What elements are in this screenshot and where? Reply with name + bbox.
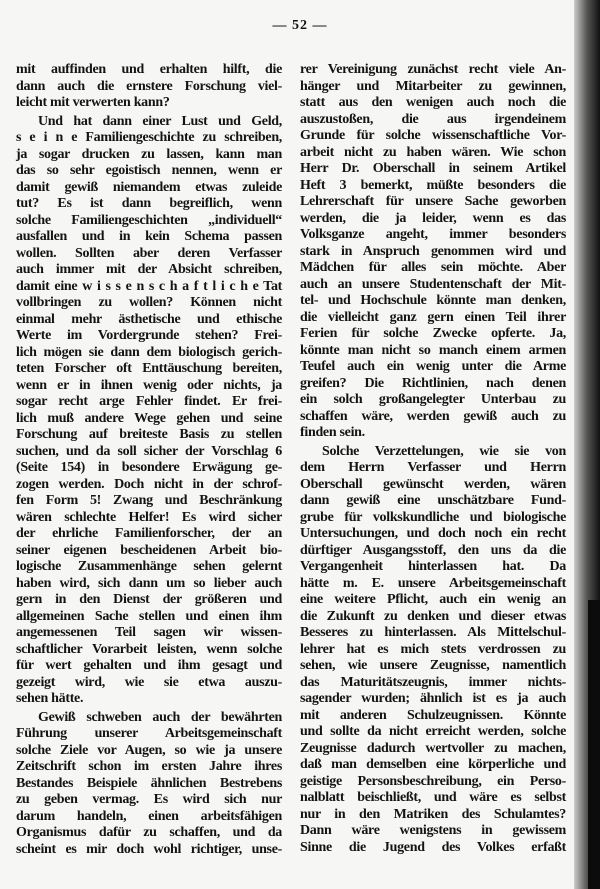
text-line: auch an unsere Studentenschaft der Mit-	[300, 276, 566, 292]
text-line: grube für volkskundliche und biologische	[300, 509, 566, 525]
text-line: dürftiger Ausgangsstoff, den uns da die	[300, 542, 566, 558]
text-line: lich mögen sie dann dem biologisch gerich-	[16, 344, 282, 360]
text-line: hätte m. E. unsere Arbeitsgemeinschaft	[300, 575, 566, 591]
text-line: Ferien für solche Zwecke opferte. Ja,	[300, 326, 566, 341]
text-line: sogar recht arge Fehler findet. Er frei-	[16, 394, 282, 409]
text-line: statt aus den wenigen auch noch die	[300, 95, 566, 110]
text-line: hänger und Mitarbeiter zu gewinnen,	[300, 78, 566, 94]
text-line: solche Familiengeschichten „individuell“	[16, 212, 282, 228]
text-line: werden, die ja leider, wenn es das	[300, 210, 566, 226]
text-line: die vielleicht ganz gern einen Teil ihrer	[300, 309, 566, 325]
text-line: schaffen wäre, werden gewiß auch zu	[300, 408, 566, 424]
text-line: Vergangenheit hinterlassen hat. Da	[300, 559, 566, 574]
text-line: Bestandes Beispiele ähnlichen Bestrebens	[16, 775, 282, 791]
text-line: angemessenen Teil sagen wir wissen-	[16, 625, 282, 640]
text-line: auch immer mit der Absicht schreiben,	[16, 262, 282, 277]
text-line: stark in Anspruch genommen wird und	[300, 243, 566, 259]
text-line: Werte im Vordergrunde stehen? Frei-	[16, 328, 282, 343]
text-line: mit auffinden und erhalten hilft, die	[16, 62, 282, 77]
text-line: solche Ziele vor Augen, so wie ja unsere	[16, 742, 282, 758]
text-line: Lehrerschaft für unsere Sache geworben	[300, 194, 566, 209]
text-line: Gewiß schweben auch der bewährten	[38, 709, 282, 725]
text-line: Volksganze angeht, immer besonders	[300, 227, 566, 242]
text-line: sagender wurden; ähnlich ist es ja auch	[300, 691, 566, 706]
text-line: Grunde für solche wissenschaftliche Vor-	[300, 128, 566, 143]
text-column-right	[300, 62, 566, 858]
text-line: Zeugnisse dadurch wertvoller zu machen,	[300, 740, 566, 756]
text-line: der ehrliche Familienforscher, der an	[16, 526, 282, 541]
text-line: Sinne die Jugend des Volkes erfaßt	[300, 839, 566, 855]
text-line: seiner eigenen bescheidenen Arbeit bio-	[16, 542, 282, 558]
text-line: tut? Es ist dann begreiflich, wenn	[16, 196, 282, 211]
text-line: einmal mehr ästhetische und ethische	[16, 311, 282, 327]
text-line: dem Herrn Verfasser und Herrn	[300, 460, 566, 475]
text-line: Oberschall gewünscht werden, wären	[300, 476, 566, 492]
text-line: Teufel auch ein wenig unter die Arme	[300, 359, 566, 374]
text-line: nur in den Matriken des Schulamtes?	[300, 806, 566, 822]
paragraph	[300, 62, 566, 442]
text-line: (Seite 154) in besondere Erwägung ge-	[16, 460, 282, 475]
text-line: Und hat dann einer Lust und Geld,	[38, 113, 282, 129]
text-line: zogen werden. Doch nicht in der schrof-	[16, 476, 282, 492]
text-line: damit eine w i s s e n s c h a f t l i c h e Tat	[16, 278, 282, 294]
text-line: wenn er in ihnen wenig oder nichts, ja	[16, 377, 282, 393]
text-line: arbeit nicht zu haben wären. Wie schon	[300, 144, 566, 160]
text-line: wären schlechte Helfer! Es wird sicher	[16, 509, 282, 525]
text-line: dann auch die ernstere Forschung viel-	[16, 78, 282, 94]
text-line: Besseres zu hinterlassen. Als Mittelschul-	[300, 625, 566, 640]
text-line: leicht mit verwerten kann?	[16, 95, 170, 110]
text-line: das Maturitätszeugnis, immer nichts-	[300, 674, 566, 690]
text-line: allgemeinen Sache stellen und einen ihm	[16, 608, 282, 624]
text-line: wollen. Sollten aber deren Verfasser	[16, 245, 282, 261]
text-line: Zeitschrift schon im ersten Jahre ihres	[16, 759, 282, 774]
paragraph	[16, 114, 282, 708]
text-line: s e i n e Familiengeschichte zu schreiben,	[16, 130, 282, 145]
text-line: die Zukunft zu denken und dieser etwas	[300, 608, 566, 624]
text-column-left	[16, 62, 282, 860]
page-number: — 52 —	[272, 18, 328, 33]
text-line: lehrer hat es mich stets verdrossen zu	[300, 641, 566, 657]
text-line: gern in den Dienst der größeren und	[16, 592, 282, 607]
text-line: Untersuchungen, und doch noch ein recht	[300, 526, 566, 541]
text-line: und sollte da nicht erreicht werden, solche	[300, 724, 566, 739]
text-line: schaftlicher Vorarbeit leisten, wenn solche	[16, 641, 282, 657]
text-line: haben wird, sich dann um so lieber auch	[16, 575, 282, 591]
text-line: für wert gehalten und ihm gesagt und	[16, 658, 282, 673]
text-line: mit anderen Schulzeugnissen. Könnte	[300, 707, 566, 723]
text-line: damit gewiß niemandem etwas zuleide	[16, 179, 282, 195]
text-line: Organismus dafür zu schaffen, und da	[16, 825, 282, 840]
text-line: vollbringen zu wollen? Können nicht	[16, 295, 282, 310]
text-line: Herr Dr. Oberschall in seinem Artikel	[300, 161, 566, 176]
text-line: Mädchen für alles sein möchte. Aber	[300, 260, 566, 275]
text-line: rer Vereinigung zunächst recht viele An-	[300, 62, 566, 77]
text-line: Forschung auf breiteste Basis zu stellen	[16, 427, 282, 442]
text-line: Heft 3 bemerkt, müßte besonders die	[300, 177, 566, 193]
text-line: scheint es mir doch wohl richtiger, unse-	[16, 841, 282, 857]
paragraph	[16, 710, 282, 859]
text-line: ausfallen und in kein Schema passen	[16, 229, 282, 244]
text-line: gezeigt wird, wie sie etwa auszu-	[16, 674, 282, 690]
text-line: das so sehr egoistisch nennen, wenn er	[16, 163, 282, 178]
text-line: geistige Personsbeschreibung, ein Perso-	[300, 773, 566, 789]
text-line: zu geben vermag. Es wird sich nur	[16, 792, 282, 807]
text-line: auszustoßen, die aus irgendeinem	[300, 111, 566, 127]
text-line: finden sein.	[300, 425, 365, 440]
text-line: dann gewiß eine unschätzbare Fund-	[300, 493, 566, 508]
text-line: eine weitere Pflicht, auch ein wenig an	[300, 592, 566, 607]
text-line: Dann wäre wenigstens in gewissem	[300, 823, 566, 838]
text-line: suchen, und da soll sicher der Vorschlag 6	[16, 443, 282, 459]
text-line: darum handeln, einen arbeitsfähigen	[16, 808, 282, 824]
text-line: könnte man nicht so manch einem armen	[300, 342, 566, 358]
text-line: sehen, wie unsere Zeugnisse, namentlich	[300, 658, 566, 673]
text-line: lich muß andere Wege gehen und seine	[16, 410, 282, 426]
text-line: sehen hätte.	[16, 691, 84, 706]
text-line: daß man demselben eine körperliche und	[300, 757, 566, 772]
scan-dark-edge	[588, 600, 600, 889]
text-line: Führung unserer Arbeitsgemeinschaft	[16, 726, 282, 741]
text-line: ja sogar drucken zu lassen, kann man	[16, 146, 282, 162]
text-line: nalblatt beischließt, und wäre es selbst	[300, 790, 566, 805]
text-line: greifen? Die Richtlinien, nach denen	[300, 375, 566, 391]
text-line: ein solch großangelegter Unterbau zu	[300, 392, 566, 407]
text-line: tel- und Hochschule könnte man denken,	[300, 293, 566, 308]
text-line: logische Zusammenhänge sehen gelernt	[16, 559, 282, 574]
text-line: fen Form 5! Zwang und Beschränkung	[16, 493, 282, 508]
text-line: teten Forscher oft Enttäuschung bereiten,	[16, 361, 282, 376]
text-line: Solche Verzettelungen, wie sie von	[322, 443, 566, 459]
paragraph	[300, 444, 566, 857]
paragraph	[16, 62, 282, 112]
